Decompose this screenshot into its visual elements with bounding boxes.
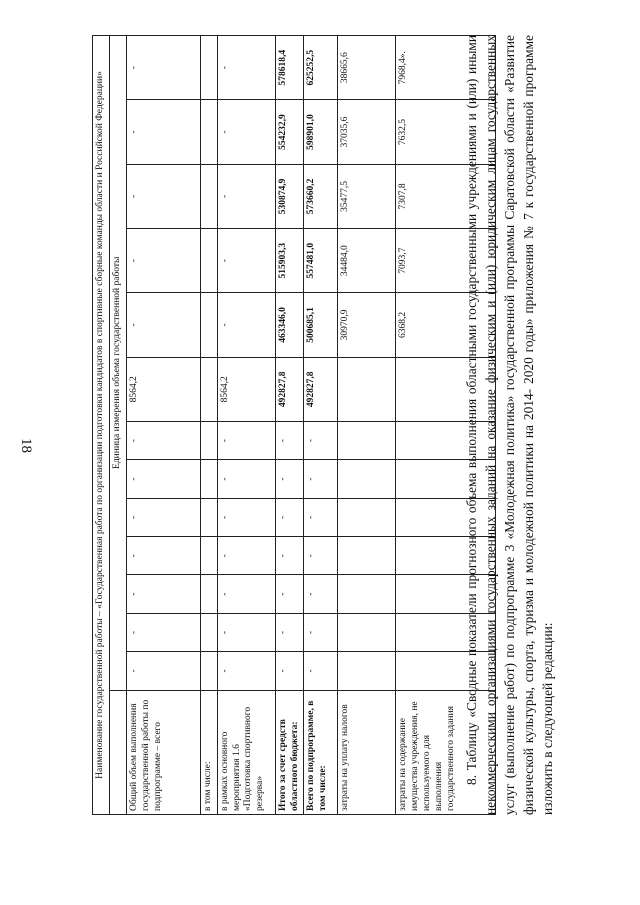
row-value: -: [275, 460, 304, 498]
row-value: 598901,0: [304, 100, 338, 164]
row-value: -: [217, 164, 275, 228]
unit-label: Единица измерения объема государственной работы: [109, 36, 126, 691]
table-row: [200, 36, 217, 815]
row-value: [338, 575, 396, 613]
row-value: -: [275, 652, 304, 690]
row-value: -: [217, 575, 275, 613]
row-value: [338, 357, 396, 421]
row-value: 625252,5: [304, 36, 338, 100]
row-value: 463346,0: [275, 293, 304, 357]
row-value: -: [126, 537, 200, 575]
row-value: [200, 100, 217, 164]
row-value: [200, 575, 217, 613]
row-value: [200, 652, 217, 690]
row-value: [200, 460, 217, 498]
row-value: [338, 421, 396, 459]
row-value: 35477,5: [338, 164, 396, 228]
row-value: [200, 421, 217, 459]
row-value: 492827,8: [304, 357, 338, 421]
row-label: Итого за счет средств областного бюджета:: [275, 690, 304, 814]
row-value: 6368,2: [396, 293, 496, 357]
row-value: 515903,3: [275, 229, 304, 293]
row-value: 8564,2: [217, 357, 275, 421]
row-value: -: [126, 164, 200, 228]
table-row: [304, 36, 338, 815]
row-value: [338, 613, 396, 651]
rotated-content: [92, 35, 612, 815]
row-value: [200, 293, 217, 357]
row-value: -: [126, 652, 200, 690]
row-value: -: [275, 613, 304, 651]
row-value: [338, 652, 396, 690]
unit-row: [109, 36, 126, 815]
row-value: [200, 164, 217, 228]
row-value: -: [217, 229, 275, 293]
row-label: затраты на содержание имущества учреждения, не используемого для выполнения государственного задания: [396, 690, 496, 814]
row-value: -: [126, 100, 200, 164]
row-value: -: [304, 613, 338, 651]
row-value: -: [126, 229, 200, 293]
row-value: -: [275, 575, 304, 613]
row-value: 7968,4».: [396, 36, 496, 100]
row-value: -: [126, 460, 200, 498]
row-value: 530874,9: [275, 164, 304, 228]
row-value: -: [304, 652, 338, 690]
amendment-paragraph: [462, 35, 557, 815]
row-value: -: [126, 421, 200, 459]
row-value: [200, 498, 217, 536]
row-value: -: [304, 421, 338, 459]
row-value: [338, 460, 396, 498]
row-value: -: [217, 498, 275, 536]
table-row: [217, 36, 275, 815]
row-value: -: [304, 498, 338, 536]
row-value: -: [217, 421, 275, 459]
row-value: 37035,6: [338, 100, 396, 164]
row-value: -: [217, 460, 275, 498]
row-value: 38665,6: [338, 36, 396, 100]
row-value: [200, 613, 217, 651]
row-value: [200, 537, 217, 575]
row-value: 492827,8: [275, 357, 304, 421]
table-row: [338, 36, 396, 815]
amendment-text: 8. Таблицу «Сводные показатели прогнозного объема выполнения областными государственными учреждениями и (или) иными некоммерческими организациями государственных заданий на оказание физическим и (или) юридическим лицам государственных услуг (выполнение работ) по подпрограмме 3 «Молодежная политика» государственной программы Саратовской области «Развитие физической культуры, спорта, туризма и молодежной политики на 2014- 2020 годы» приложения № 7 к государственной программе изложить в следующей редакции:: [464, 35, 555, 815]
row-value: -: [126, 293, 200, 357]
row-value: 557481,0: [304, 229, 338, 293]
row-value: [338, 498, 396, 536]
row-value: -: [304, 537, 338, 575]
row-value: -: [126, 575, 200, 613]
row-value: -: [217, 613, 275, 651]
work-name-header: Наименование государственной работы – «Государственная работа по организации подготовки кандидатов в спортивные сборные команды области и Российской Федерации»: [93, 36, 110, 815]
row-label: Общий объем выполнения государственной работы по подпрограмме – всего: [126, 690, 200, 814]
row-value: [200, 229, 217, 293]
unit-row-spacer: [109, 690, 126, 814]
row-value: -: [275, 498, 304, 536]
row-value: 8564,2: [126, 357, 200, 421]
table-row: [126, 36, 200, 815]
row-value: 7632,5: [396, 100, 496, 164]
row-value: 500685,1: [304, 293, 338, 357]
row-value: -: [304, 460, 338, 498]
row-value: 34484,0: [338, 229, 396, 293]
table-body: [126, 36, 496, 815]
row-value: 30970,9: [338, 293, 396, 357]
header-row: [93, 36, 110, 815]
row-label: в том числе:: [200, 690, 217, 814]
row-value: -: [217, 537, 275, 575]
row-value: 578618,4: [275, 36, 304, 100]
table-row: [275, 36, 304, 815]
indicators-table: [92, 35, 496, 815]
row-value: -: [126, 613, 200, 651]
row-value: -: [304, 575, 338, 613]
row-value: -: [217, 652, 275, 690]
row-value: -: [126, 498, 200, 536]
row-label: затраты на уплату налогов: [338, 690, 396, 814]
row-value: 573660,2: [304, 164, 338, 228]
row-label: в рамках основного мероприятия 1.6 «Подготовка спортивного резерва»: [217, 690, 275, 814]
row-value: [338, 537, 396, 575]
row-value: 7307,8: [396, 164, 496, 228]
row-value: 7093,7: [396, 229, 496, 293]
row-value: 554232,9: [275, 100, 304, 164]
row-value: [200, 357, 217, 421]
row-value: -: [126, 36, 200, 100]
row-value: [200, 36, 217, 100]
row-value: -: [275, 537, 304, 575]
row-value: -: [217, 100, 275, 164]
row-value: -: [217, 293, 275, 357]
page-number: 18: [18, 438, 34, 453]
row-label: Всего по подпрограмме, в том числе:: [304, 690, 338, 814]
row-value: -: [275, 421, 304, 459]
row-value: -: [217, 36, 275, 100]
